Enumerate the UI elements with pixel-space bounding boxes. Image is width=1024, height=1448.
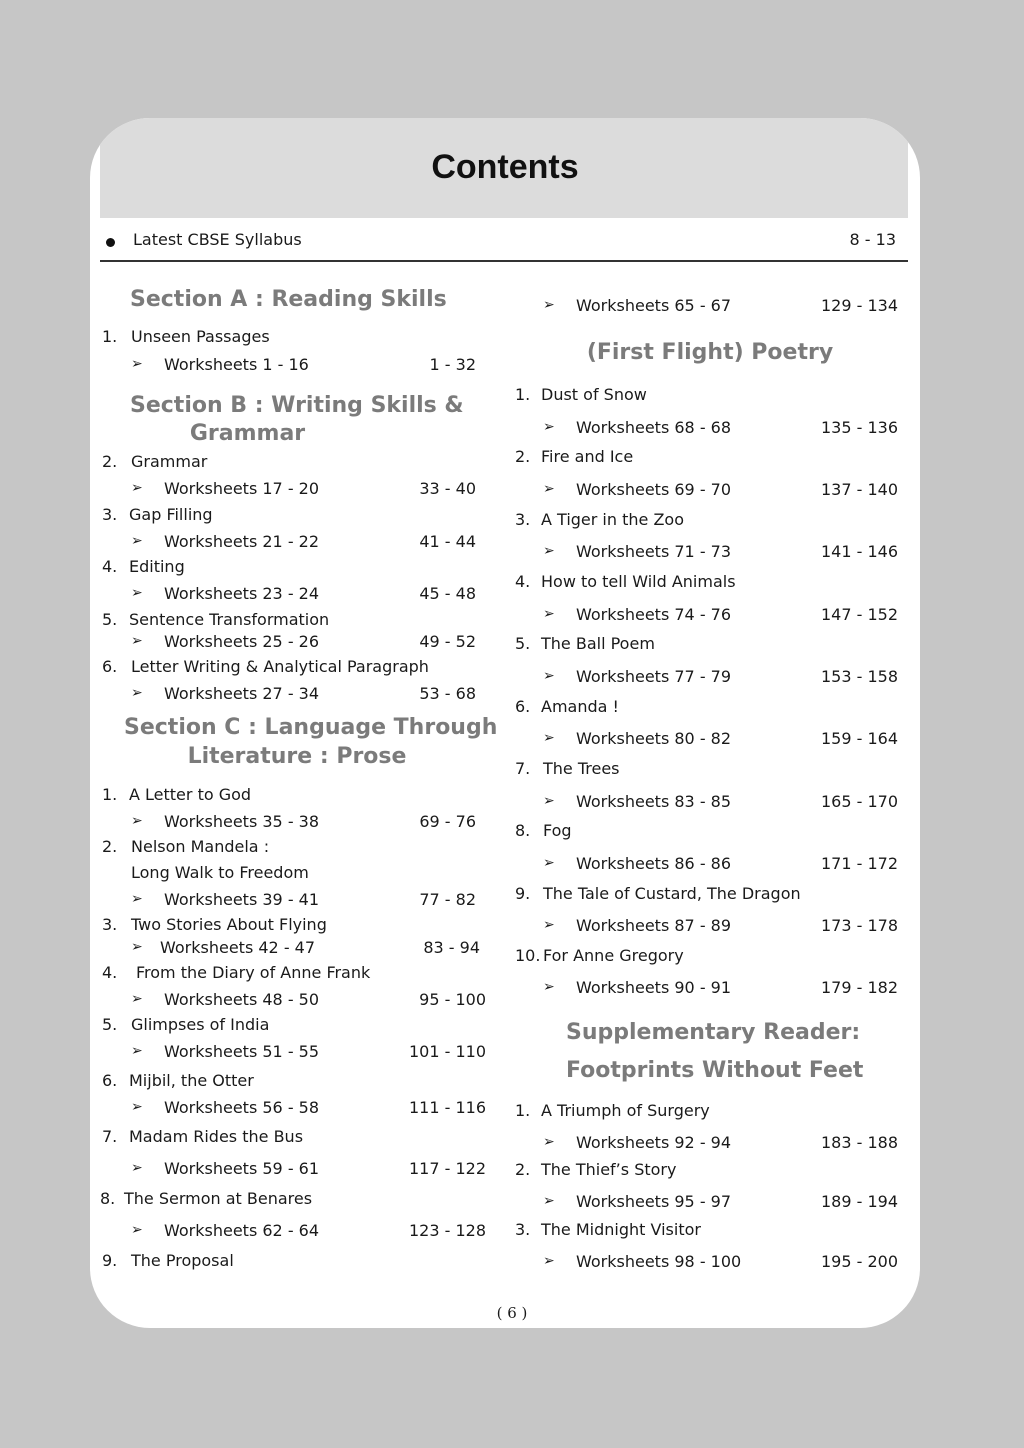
worksheet-range: Worksheets 69 - 70 — [576, 480, 732, 499]
list-item: Fog — [543, 821, 572, 840]
list-item-number: 1. — [515, 385, 531, 404]
worksheet-range: Worksheets 86 - 86 — [576, 854, 732, 873]
list-item-number: 1. — [102, 327, 118, 346]
page-title: Contents — [431, 148, 579, 186]
page-range: 111 - 116 — [408, 1098, 486, 1117]
list-item: Gap Filling — [129, 505, 213, 524]
page-range: 45 - 48 — [419, 584, 476, 603]
section-c-heading-line2: Literature : Prose — [187, 744, 407, 769]
list-item-number: 3. — [515, 510, 531, 529]
page-range: 159 - 164 — [820, 729, 898, 748]
list-item-number: 5. — [102, 610, 118, 629]
list-item-number: 3. — [102, 915, 118, 934]
list-item: The Midnight Visitor — [541, 1220, 701, 1239]
worksheet-range: Worksheets 56 - 58 — [164, 1098, 320, 1117]
list-item-number: 6. — [102, 657, 118, 676]
worksheet-range: Worksheets 65 - 67 — [576, 296, 732, 315]
list-item-number: 2. — [102, 837, 118, 856]
syllabus-pages: 8 - 13 — [849, 230, 896, 249]
worksheet-range: Worksheets 42 - 47 — [160, 938, 316, 957]
syllabus-label: Latest CBSE Syllabus — [133, 230, 302, 249]
page-range: 123 - 128 — [408, 1221, 486, 1240]
list-item-number: 5. — [102, 1015, 118, 1034]
worksheet-range: Worksheets 74 - 76 — [576, 605, 732, 624]
page-range: 53 - 68 — [419, 684, 476, 703]
list-item-number: 1. — [102, 785, 118, 804]
worksheet-range: Worksheets 90 - 91 — [576, 978, 732, 997]
worksheet-range: Worksheets 92 - 94 — [576, 1133, 732, 1152]
list-item: Mijbil, the Otter — [129, 1071, 254, 1090]
arrow-icon: ➢ — [131, 480, 143, 496]
page-number: ( 6 ) — [496, 1304, 528, 1322]
worksheet-range: Worksheets 77 - 79 — [576, 667, 732, 686]
page-range: 179 - 182 — [820, 978, 898, 997]
page-range: 173 - 178 — [820, 916, 898, 935]
list-item: The Sermon at Benares — [124, 1189, 313, 1208]
list-item: Editing — [129, 557, 185, 576]
arrow-icon: ➢ — [543, 979, 555, 995]
list-item: Letter Writing & Analytical Paragraph — [131, 657, 429, 676]
list-item: Sentence Transformation — [129, 610, 330, 629]
section-c-heading-line1: Section C : Language Through — [124, 715, 498, 740]
list-item: Unseen Passages — [131, 327, 270, 346]
worksheet-range: Worksheets 80 - 82 — [576, 729, 732, 748]
arrow-icon: ➢ — [131, 533, 143, 549]
list-item: Nelson Mandela : — [131, 837, 270, 856]
syllabus-row — [100, 226, 908, 262]
list-item: A Letter to God — [129, 785, 252, 804]
worksheet-range: Worksheets 48 - 50 — [164, 990, 320, 1009]
page-range: 33 - 40 — [419, 479, 476, 498]
supplementary-heading-line1: Supplementary Reader: — [566, 1020, 861, 1045]
list-item: The Thief’s Story — [541, 1160, 677, 1179]
worksheet-range: Worksheets 23 - 24 — [164, 584, 320, 603]
page-range: 147 - 152 — [820, 605, 898, 624]
arrow-icon: ➢ — [543, 481, 555, 497]
worksheet-range: Worksheets 21 - 22 — [164, 532, 320, 551]
list-item-number: 8. — [100, 1189, 116, 1208]
list-item-number: 4. — [102, 557, 118, 576]
arrow-icon: ➢ — [543, 917, 555, 933]
list-item-number: 7. — [102, 1127, 118, 1146]
page-range: 141 - 146 — [820, 542, 898, 561]
page-range: 95 - 100 — [419, 990, 486, 1009]
page-range: 83 - 94 — [423, 938, 480, 957]
page-range: 69 - 76 — [419, 812, 476, 831]
list-item-number: 6. — [102, 1071, 118, 1090]
list-item-number: 9. — [515, 884, 531, 903]
page-range: 41 - 44 — [419, 532, 476, 551]
page-range: 195 - 200 — [820, 1252, 898, 1271]
page-range: 171 - 172 — [820, 854, 898, 873]
arrow-icon: ➢ — [131, 585, 143, 601]
list-item: How to tell Wild Animals — [541, 572, 736, 591]
list-item-number: 3. — [102, 505, 118, 524]
list-item-number: 10. — [515, 946, 541, 965]
list-item: A Tiger in the Zoo — [541, 510, 684, 529]
list-item-number: 5. — [515, 634, 531, 653]
list-item-number: 2. — [515, 1160, 531, 1179]
list-item: Madam Rides the Bus — [129, 1127, 304, 1146]
list-item-number: 2. — [102, 452, 118, 471]
arrow-icon: ➢ — [543, 419, 555, 435]
arrow-icon: ➢ — [131, 891, 143, 907]
arrow-icon: ➢ — [543, 1253, 555, 1269]
page-range: 189 - 194 — [820, 1192, 898, 1211]
list-item: A Triumph of Surgery — [541, 1101, 710, 1120]
list-item-number: 4. — [515, 572, 531, 591]
list-item-number: 8. — [515, 821, 531, 840]
page-range: 165 - 170 — [820, 792, 898, 811]
arrow-icon: ➢ — [131, 813, 143, 829]
arrow-icon: ➢ — [131, 1099, 143, 1115]
list-item-number: 4. — [102, 963, 118, 982]
arrow-icon: ➢ — [131, 685, 143, 701]
worksheet-range: Worksheets 98 - 100 — [576, 1252, 742, 1271]
list-item: Long Walk to Freedom — [131, 863, 309, 882]
section-a-heading: Section A : Reading Skills — [130, 287, 447, 312]
supplementary-heading-line2: Footprints Without Feet — [566, 1058, 864, 1083]
arrow-icon: ➢ — [543, 543, 555, 559]
page-range: 135 - 136 — [820, 418, 898, 437]
list-item: Fire and Ice — [541, 447, 634, 466]
list-item: Dust of Snow — [541, 385, 647, 404]
worksheet-range: Worksheets 59 - 61 — [164, 1159, 320, 1178]
list-item-number: 6. — [515, 697, 531, 716]
list-item: From the Diary of Anne Frank — [136, 963, 371, 982]
list-item-number: 9. — [102, 1251, 118, 1270]
arrow-icon: ➢ — [131, 991, 143, 1007]
page-range: 49 - 52 — [419, 632, 476, 651]
list-item-number: 2. — [515, 447, 531, 466]
worksheet-range: Worksheets 71 - 73 — [576, 542, 732, 561]
list-item-number: 3. — [515, 1220, 531, 1239]
worksheet-range: Worksheets 68 - 68 — [576, 418, 732, 437]
bullet-icon — [106, 238, 115, 247]
page-range: 137 - 140 — [820, 480, 898, 499]
list-item: The Proposal — [131, 1251, 234, 1270]
arrow-icon: ➢ — [131, 1222, 143, 1238]
list-item-number: 7. — [515, 759, 531, 778]
page-range: 117 - 122 — [408, 1159, 486, 1178]
worksheet-range: Worksheets 1 - 16 — [164, 355, 309, 374]
arrow-icon: ➢ — [543, 855, 555, 871]
arrow-icon: ➢ — [543, 668, 555, 684]
list-item: Two Stories About Flying — [131, 915, 327, 934]
section-b-heading-line1: Section B : Writing Skills & — [130, 393, 464, 418]
worksheet-range: Worksheets 39 - 41 — [164, 890, 320, 909]
arrow-icon: ➢ — [543, 1134, 555, 1150]
page-range: 129 - 134 — [820, 296, 898, 315]
poetry-heading: (First Flight) Poetry — [586, 340, 834, 365]
arrow-icon: ➢ — [543, 606, 555, 622]
list-item: For Anne Gregory — [543, 946, 684, 965]
worksheet-range: Worksheets 51 - 55 — [164, 1042, 320, 1061]
worksheet-range: Worksheets 87 - 89 — [576, 916, 732, 935]
worksheet-range: Worksheets 62 - 64 — [164, 1221, 320, 1240]
arrow-icon: ➢ — [543, 297, 555, 313]
page-range: 183 - 188 — [820, 1133, 898, 1152]
worksheet-range: Worksheets 35 - 38 — [164, 812, 320, 831]
list-item: Glimpses of India — [131, 1015, 270, 1034]
arrow-icon: ➢ — [131, 356, 143, 372]
list-item: The Tale of Custard, The Dragon — [543, 884, 801, 903]
list-item-number: 1. — [515, 1101, 531, 1120]
list-item: Amanda ! — [541, 697, 619, 716]
arrow-icon: ➢ — [543, 793, 555, 809]
worksheet-range: Worksheets 83 - 85 — [576, 792, 732, 811]
worksheet-range: Worksheets 17 - 20 — [164, 479, 320, 498]
list-item: Grammar — [131, 452, 208, 471]
worksheet-range: Worksheets 95 - 97 — [576, 1192, 732, 1211]
list-item: The Trees — [543, 759, 620, 778]
arrow-icon: ➢ — [131, 1043, 143, 1059]
list-item: The Ball Poem — [541, 634, 655, 653]
page-range: 101 - 110 — [408, 1042, 486, 1061]
worksheet-range: Worksheets 27 - 34 — [164, 684, 320, 703]
section-b-heading-line2: Grammar — [189, 421, 306, 446]
arrow-icon: ➢ — [543, 1193, 555, 1209]
page-range: 77 - 82 — [419, 890, 476, 909]
arrow-icon: ➢ — [131, 1160, 143, 1176]
page-range: 153 - 158 — [820, 667, 898, 686]
page-range: 1 - 32 — [429, 355, 476, 374]
worksheet-range: Worksheets 25 - 26 — [164, 632, 320, 651]
arrow-icon: ➢ — [543, 730, 555, 746]
arrow-icon: ➢ — [131, 633, 143, 649]
arrow-icon: ➢ — [131, 939, 143, 955]
